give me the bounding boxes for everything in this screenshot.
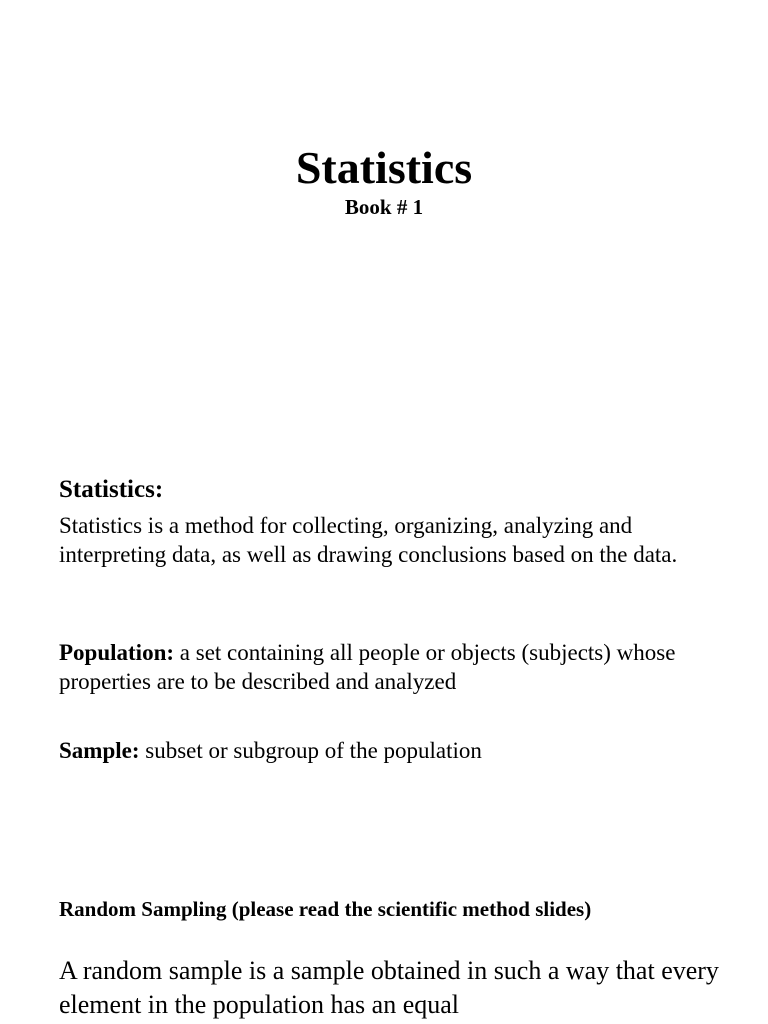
statistics-definition: Statistics is a method for collecting, organizing, analyzing and interpreting data, as well as drawing conclusions based on the data. <box>59 513 678 567</box>
sample-term: Sample: <box>59 738 140 763</box>
sample-definition <box>59 737 719 766</box>
document-title: Statistics <box>295 142 473 193</box>
population-text: a set containing all people or objects (subjects) whose properties are to be described and analyzed <box>59 640 676 694</box>
document-subtitle: Book # 1 <box>344 195 424 219</box>
section-heading-statistics: Statistics: <box>59 476 164 503</box>
random-sample-paragraph: A random sample is a sample obtained in such a way that every element in the population has an equal <box>59 956 719 1019</box>
sample-text: subset or subgroup of the population <box>139 738 482 763</box>
population-definition <box>59 639 719 696</box>
population-term: Population: <box>59 640 175 665</box>
random-sampling-heading: Random Sampling (please read the scientific method slides) <box>59 897 592 921</box>
